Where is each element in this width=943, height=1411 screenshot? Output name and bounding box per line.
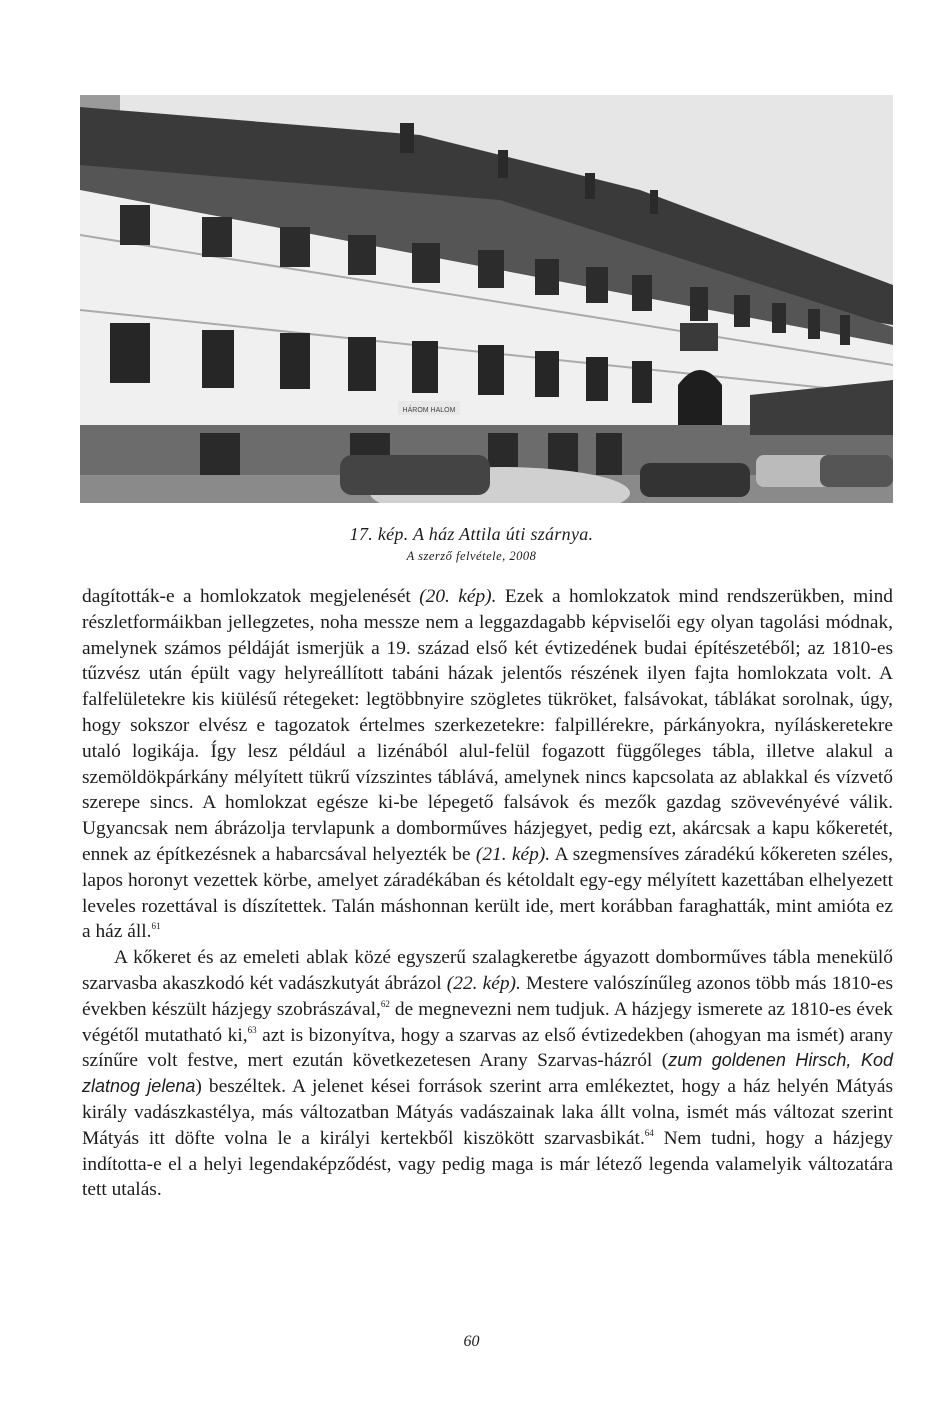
foreign-names: zum goldenen Hirsch, Kod zlatnog jelena xyxy=(82,1050,893,1097)
footnote-marker: 64 xyxy=(644,1127,654,1138)
footnote-marker: 61 xyxy=(151,921,161,932)
footnote-marker: 62 xyxy=(380,998,390,1009)
text-run: Mestere valószínűleg azonos több más 1810-es években készült házjegy szobrászával, xyxy=(82,972,893,1020)
text-run: A kőkeret és az emeleti ablak közé egyszerű szalagkeretbe ágyazott domborműves tábla menekülő szarvasba akaszkodó két vadászkutyát ábrázol xyxy=(82,947,893,994)
text-run: A szegmensíves záradékú kőkereten széles, lapos horonyt vezettek körbe, amelyet záradékában és kétoldalt egy-egy mélyített kazettában elhelyezett leveles rozettával is díszítettek. Talán máshonnan került ide, mert korábban faraghatták, mint amióta ez a ház áll. xyxy=(82,843,893,943)
figure-ref: (21. kép). xyxy=(475,843,551,865)
footnote-marker: 63 xyxy=(247,1024,257,1035)
paragraph-2 xyxy=(82,945,893,1203)
page-number: 60 xyxy=(463,1333,480,1350)
body-text xyxy=(82,584,893,1203)
shop-sign-text: HÁROM HALOM xyxy=(402,407,456,414)
text-run: azt is bizonyítva, hogy a szarvas az első évtizedekben (ahogyan ma ismét) arany színűre volt festve, mert ezután következetesen Arany Szarvas-házról ( xyxy=(82,1024,893,1072)
figure-ref: (20. kép). xyxy=(419,586,497,607)
text-run: dagították-e a homlokzatok megjelenését xyxy=(82,586,420,607)
text-run: de megnevezni nem tudjuk. A házjegy ismerete az 1810-es évek végétől mutatható ki, xyxy=(82,998,893,1046)
photo-caption: 17. kép. A ház Attila úti szárnya. xyxy=(349,524,594,544)
text-run: ) beszéltek. A jelenet kései források szerint arra emlékeztet, hogy a ház helyén Mátyás király vadászkastélya, más változatban Mátyás vadászainak laka állt volna, ismét más változat szerint Mátyás itt döfte volna le a királyi kertekből kiszökött szarvasbikát. xyxy=(82,1076,893,1149)
building-photo-icon xyxy=(80,95,893,503)
figure-ref: (22. kép). xyxy=(446,972,521,994)
photo-credit: A szerző felvétele, 2008 xyxy=(406,549,537,563)
paragraph-1 xyxy=(82,584,893,945)
text-run: Ezek a homlokzatok mind rendszerükben, mind részletformáikban jellegzetes, noha messze nem a leggazdagabb képviselői egy olyan tagolási módnak, amelynek számos példáját ismerjük a 19. század első két évtizedének budai építészetéből; az 1810-es tűzvész után épült vagy helyreállított tabáni házak jelentős részének ilyen fajta homlokzata volt. A falfelületekre kis kiülésű rétegeket: legtöbbnyire szögletes tükröket, falsávokat, táblákat sorolnak, úgy, hogy sokszor elvész e tagozatok értelmes szerkezetekre: falpillérekre, párkányokra, nyíláskeretekre utaló logikája. Így lesz például a lizénából alul-felül fogazott függőleges tábla, illetve alakul a szemöldökpárkány mélyített tükrű vízszintes táblává, amelynek nincs kapcsolata az ablakkal és vízvető szerepe sincs. A homlokzat egésze ki-be lépegető falsávok és mezők gazdag szövevényévé válik. Ugyancsak nem ábrázolja tervlapunk a domborműves házjegyet, pedig ezt, akárcsak a kapu kőkeretét, ennek az építkezésnek a habarcsával helyezték be xyxy=(82,586,893,865)
building-photo xyxy=(80,95,893,503)
text-run: Nem tudni, hogy a házjegy indította-e el a helyi legendaképződést, vagy pedig maga is már létező legenda valamelyik változatára tett utalás. xyxy=(82,1127,893,1201)
